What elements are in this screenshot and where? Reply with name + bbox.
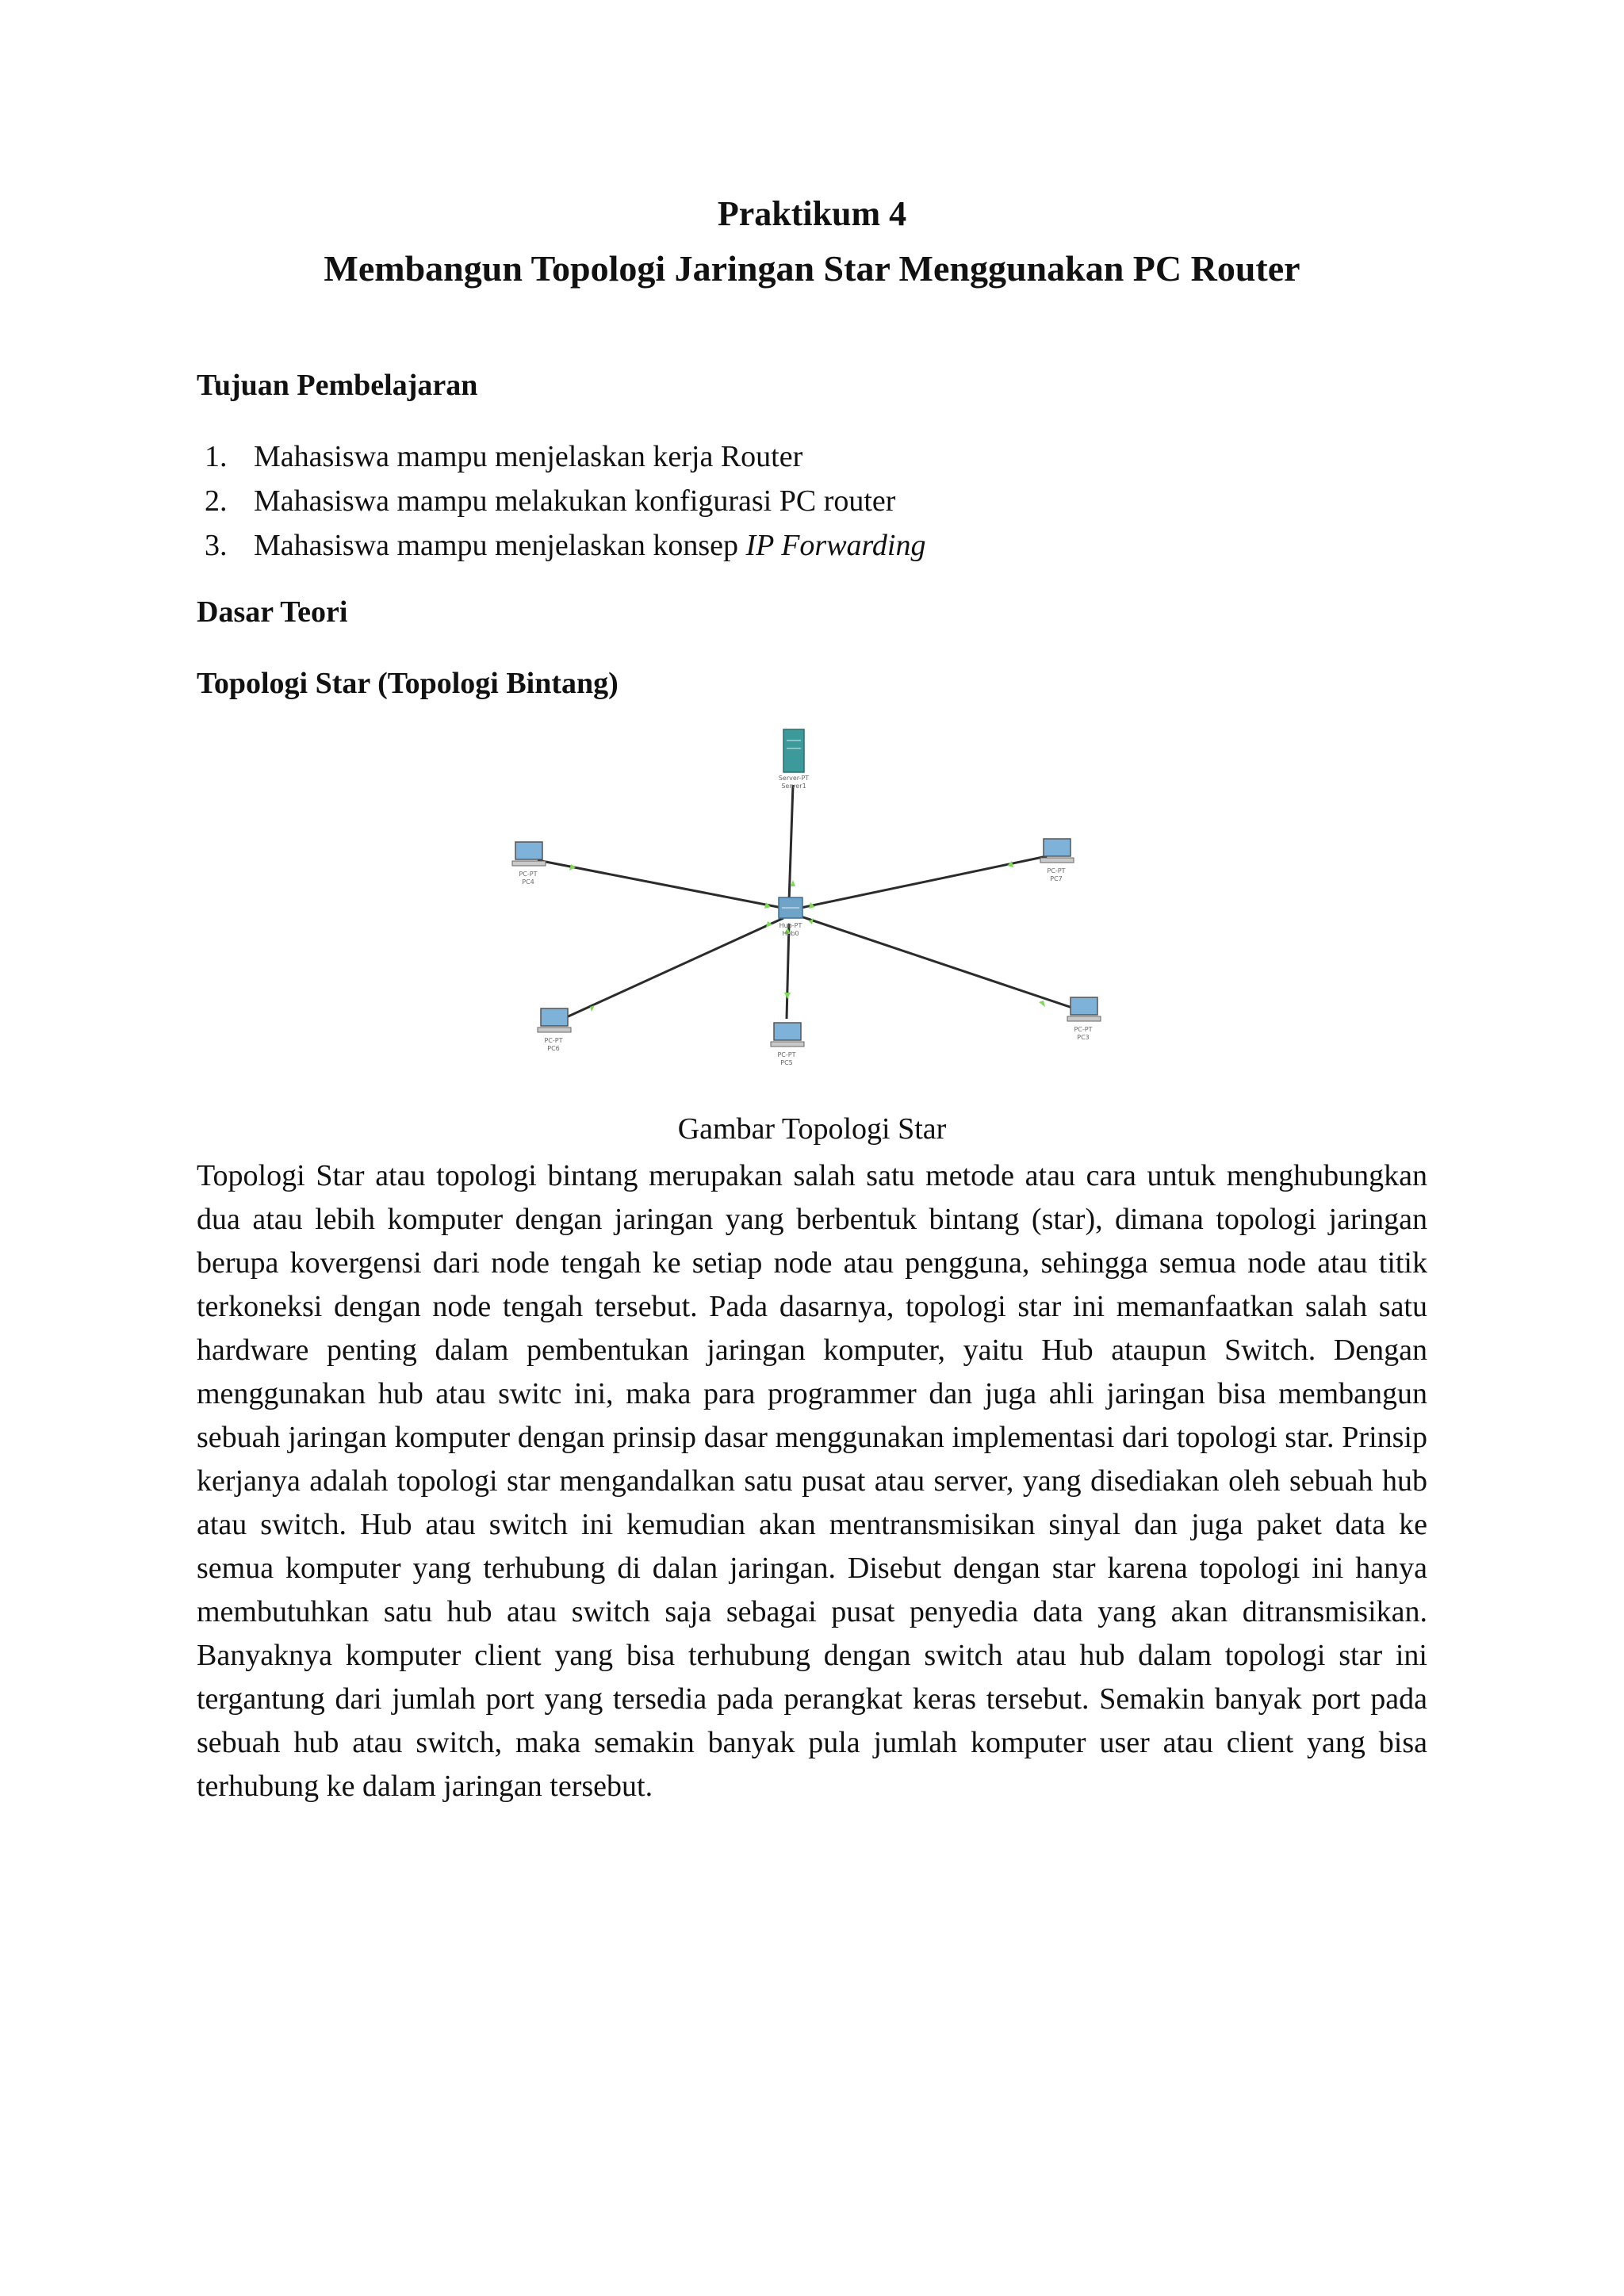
diagram-links — [538, 785, 1074, 1019]
pc-label: PC3 — [1077, 1034, 1090, 1041]
list-number: 2. — [205, 484, 228, 518]
heading-dasar-teori: Dasar Teori — [197, 595, 348, 629]
pc-icon — [1071, 997, 1097, 1015]
pc-name: PC-PT — [1074, 1026, 1093, 1033]
figure-caption: Gambar Topologi Star — [677, 1112, 947, 1146]
hub-name: Hub-PT — [779, 922, 802, 929]
list-number: 1. — [205, 440, 228, 473]
pc-icon — [774, 1023, 801, 1040]
body-paragraph: Topologi Star atau topologi bintang merupakan salah satu metode atau cara untuk menghubungkan dua atau lebih komputer dengan jaringan yang berbentuk bintang (star), dimana topologi jaringan berupa kovergensi dari node tengah ke setiap node atau pengguna, sehingga semua node atau titik terkoneksi dengan node tengah tersebut. Pada dasarnya, topologi star ini memanfaatkan salah satu hardware penting dalam pembentukan jaringan komputer, yaitu Hub ataupun Switch. Dengan menggunakan hub atau switc ini, maka para programmer dan juga ahli jaringan bisa membangun sebuah jaringan komputer dengan prinsip dasar menggunakan implementasi dari topologi star. Prinsip kerjanya adalah topologi star mengandalkan satu pusat atau server, yang disediakan oleh sebuah hub atau switch. Hub atau switch ini kemudian akan mentransmisikan sinyal dan juga paket data ke semua komputer yang terhubung di dalan jaringan. Disebut dengan star karena topologi ini hanya membutuhkan satu hub atau switch saja sebagai pusat penyedia data yang akan ditransmisikan. Banyaknya komputer client yang bisa terhubung dengan switch atau hub dalam topologi star ini tergantung dari jumlah port yang tersedia pada perangkat keras tersebut. Semakin banyak port pada sebuah hub atau switch, maka semakin banyak pula jumlah komputer user atau client yang bisa terhubung ke dalam jaringan tersebut. — [197, 1159, 1427, 1803]
pc-label: PC5 — [780, 1059, 793, 1066]
list-number: 3. — [205, 529, 228, 562]
list-text: Mahasiswa mampu menjelaskan konsep — [254, 529, 746, 562]
pc-icon — [1044, 839, 1071, 856]
server-label: Server1 — [781, 783, 806, 790]
server-icon — [783, 729, 804, 772]
link-pc3-hub — [801, 916, 1074, 1008]
pc-label: PC7 — [1050, 875, 1063, 882]
pc-icon — [515, 842, 542, 859]
heading-topologi-star: Topologi Star (Topologi Bintang) — [197, 667, 619, 700]
pc-node-top-right — [1040, 839, 1074, 882]
star-topology-diagram — [492, 714, 1126, 1094]
list-text: Mahasiswa mampu melakukan konfigurasi PC router — [254, 484, 896, 518]
link-pc6-hub — [563, 918, 783, 1019]
list-text: Mahasiswa mampu menjelaskan kerja Router — [254, 440, 803, 473]
heading-tujuan-pembelajaran: Tujuan Pembelajaran — [197, 369, 478, 402]
pc-name: PC-PT — [777, 1051, 796, 1058]
server-name: Server-PT — [778, 775, 810, 782]
pc-name: PC-PT — [519, 871, 538, 878]
list-item — [197, 434, 926, 479]
pc-node-bottom-right — [1067, 997, 1101, 1041]
list-text-italic: IP Forwarding — [745, 529, 926, 562]
hub-label: Hub0 — [782, 930, 799, 937]
pc-name: PC-PT — [544, 1037, 563, 1044]
pc-icon — [541, 1008, 568, 1026]
list-item — [197, 479, 926, 523]
pc-node-top-left — [512, 842, 546, 886]
pc-name: PC-PT — [1047, 867, 1066, 874]
link-lights — [569, 861, 1045, 1012]
pc-node-bottom-left — [538, 1008, 571, 1052]
server-node — [779, 729, 809, 790]
objectives-list — [197, 434, 926, 568]
page-subtitle: Membangun Topologi Jaringan Star Menggunakan PC Router — [324, 248, 1300, 289]
list-item — [197, 523, 926, 568]
pc-label: PC4 — [522, 878, 534, 886]
pc-node-bottom-center — [771, 1023, 804, 1066]
hub-node — [779, 897, 802, 937]
page-title: Praktikum 4 — [717, 194, 907, 233]
link-pc5-hub — [787, 924, 789, 1019]
pc-label: PC6 — [547, 1045, 560, 1052]
